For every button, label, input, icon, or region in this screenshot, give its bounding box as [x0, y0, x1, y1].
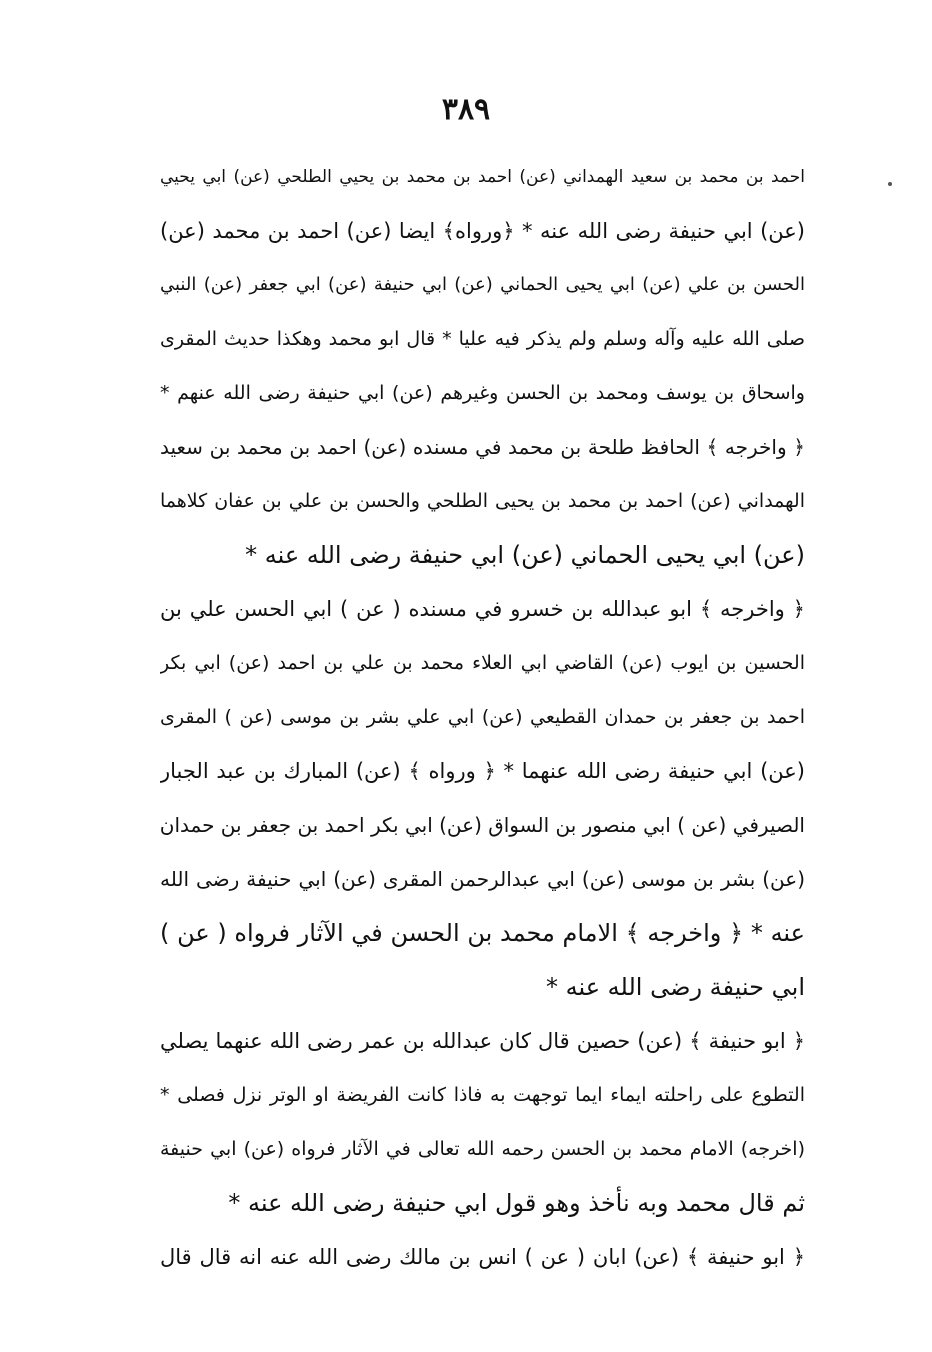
text-line: (عن) ابي يحيى الحماني (عن) ابي حنيفة رضى الله عنه *	[245, 541, 805, 569]
text-line: ابي حنيفة رضى الله عنه *	[545, 973, 805, 1001]
text-line: احمد بن جعفر بن حمدان القطيعي (عن) ابي علي بشر بن موسى (عن ) المقرى	[160, 706, 805, 728]
text-line: ﴿ واخرجه ﴾ الحافظ طلحة بن محمد في مسنده (عن) احمد بن محمد بن سعيد	[160, 435, 805, 459]
text-line: ثم قال محمد وبه نأخذ وهو قول ابي حنيفة رضى الله عنه *	[228, 1189, 805, 1217]
text-line: (عن) بشر بن موسى (عن) ابي عبدالرحمن المقرى (عن) ابي حنيفة رضى الله	[160, 867, 805, 891]
text-line: الحسين بن ايوب (عن) القاضي ابي العلاء محمد بن علي بن احمد (عن) ابي بكر	[160, 652, 805, 674]
text-line: واسحاق بن يوسف ومحمد بن الحسن وغيرهم (عن) ابي حنيفة رضى الله عنهم *	[160, 382, 805, 404]
text-line: احمد بن محمد بن سعيد الهمداني (عن) احمد بن محمد بن يحيي الطلحي (عن) ابي يحيي	[160, 167, 805, 187]
text-line: التطوع على راحلته ايماء ايما توجهت به فاذا كانت الفريضة او الوتر نزل فصلى *	[160, 1084, 805, 1106]
text-line: (عن) ابي حنيفة رضى الله عنه * ﴿ورواه﴾ ايضا (عن) احمد بن محمد (عن)	[160, 219, 805, 243]
body-text	[160, 150, 805, 1284]
text-line: ﴿ ابو حنيفة ﴾ (عن) حصين قال كان عبدالله بن عمر رضى الله عنهما يصلي	[160, 1029, 805, 1053]
text-line: (عن) ابي حنيفة رضى الله عنهما * ﴿ ورواه ﴾ (عن) المبارك بن عبد الجبار	[160, 759, 805, 783]
text-line: عنه * ﴿ واخرجه ﴾ الامام محمد بن الحسن في الآثار فرواه ( عن )	[160, 919, 805, 947]
page-number: ٣٨٩	[441, 92, 491, 127]
ink-speck	[888, 182, 892, 186]
text-line: الصيرفي (عن ) ابي منصور بن السواق (عن) ابي بكر احمد بن جعفر بن حمدان	[160, 813, 805, 837]
text-line: ﴿ ابو حنيفة ﴾ (عن) ابان ( عن ) انس بن مالك رضى الله عنه انه قال قال	[160, 1245, 805, 1269]
text-line: الحسن بن علي (عن) ابي يحيى الحماني (عن) ابي حنيفة (عن) ابي جعفر (عن) النبي	[160, 274, 805, 295]
text-line: الهمداني (عن) احمد بن محمد بن يحيى الطلحي والحسن بن علي بن عفان كلاهما	[160, 490, 805, 512]
text-line: صلى الله عليه وآله وسلم ولم يذكر فيه عليا * قال ابو محمد وهكذا حديث المقرى	[160, 328, 805, 350]
text-line: (اخرجه) الامام محمد بن الحسن رحمه الله تعالى في الآثار فرواه (عن) ابي حنيفة	[160, 1138, 805, 1160]
text-line: ﴿ واخرجه ﴾ ابو عبدالله بن خسرو في مسنده ( عن ) ابي الحسن علي بن	[160, 597, 805, 621]
